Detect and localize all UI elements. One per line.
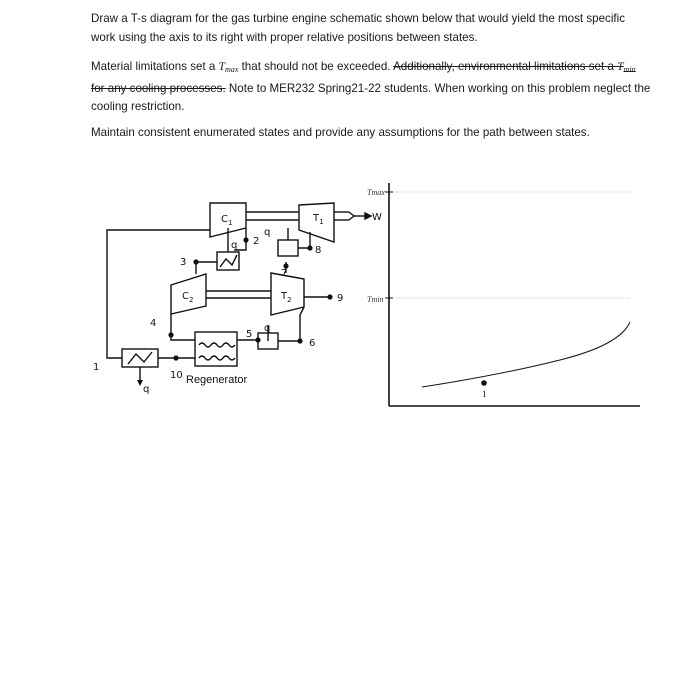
state-1-label: 1 <box>93 362 100 373</box>
state-9-label: 9 <box>337 293 344 304</box>
problem-paragraph-3: Maintain consistent enumerated states and provide any assumptions for the path between states. <box>91 126 590 139</box>
dot-state-8 <box>307 245 312 250</box>
state-2-label: 2 <box>253 236 260 247</box>
dot-state-4 <box>168 332 173 337</box>
combustor-1 <box>278 240 298 256</box>
tmax-label: Tmax <box>367 188 385 197</box>
dot-state-6 <box>297 338 302 343</box>
struck-text-a: Additionally, environmental limitations set a <box>393 60 618 73</box>
tmin-label: Tmin <box>367 295 384 304</box>
c2-label: $C_2$ <box>182 291 194 304</box>
ts-state-1-label: 1 <box>482 389 487 399</box>
heat-in-1-label: q <box>264 227 271 238</box>
precooler-coil <box>128 352 152 364</box>
regenerator-coil-lower <box>199 356 235 360</box>
tmin-symbol-sub: min <box>623 65 636 74</box>
c1-label: $C_1$ <box>221 214 233 227</box>
state-3-label: 3 <box>180 257 187 268</box>
pipe-state-8 <box>298 232 310 248</box>
tmax-symbol-t: T <box>218 60 226 73</box>
regenerator-box <box>195 332 237 366</box>
regenerator-label: Regenerator <box>186 374 248 386</box>
pipe-state-4 <box>171 314 195 340</box>
turbine-t2 <box>271 273 304 315</box>
state-6-label: 6 <box>309 338 316 349</box>
p2-text-b: that should not be exceeded. <box>238 60 394 73</box>
heat-in-2-label: q <box>264 323 271 334</box>
pipe-to-t2 <box>300 307 304 341</box>
work-shaft-tip-b <box>349 216 354 220</box>
t2-label: $T_2$ <box>281 291 292 304</box>
work-shaft-tip-a <box>349 212 354 216</box>
dot-state-10 <box>173 355 178 360</box>
p2-text-c: Note to MER232 Spring21-22 students. When working on this problem neglect the cooling restriction. <box>91 81 651 113</box>
tmax-symbol-sub: max <box>225 65 239 74</box>
tmin-symbol-t: T <box>617 60 624 73</box>
dot-state-5 <box>255 337 260 342</box>
dot-state-2 <box>243 237 248 242</box>
dot-state-3 <box>193 259 198 264</box>
struck-text-b: for any cooling processes. <box>91 81 226 95</box>
ts-axis <box>367 183 640 406</box>
state-8-label: 8 <box>315 245 322 256</box>
state-4-label: 4 <box>150 318 157 329</box>
regenerator-coil-upper <box>199 343 235 347</box>
problem-paragraph-1: Draw a T-s diagram for the gas turbine engine schematic shown below that would yield the most specific work using the axis to its right with proper relative positions between states. <box>91 12 626 44</box>
pipe-state-3 <box>196 262 217 274</box>
saturation-curve <box>422 322 630 387</box>
dot-state-9 <box>327 294 332 299</box>
heat-out-label: q <box>143 384 150 395</box>
work-label: W <box>372 212 382 223</box>
t1-label: $T_1$ <box>313 213 324 226</box>
gas-turbine-schematic <box>107 203 371 380</box>
state-7-label: 7 <box>281 268 288 279</box>
state-10-label: 10 <box>170 370 183 381</box>
heat-intercool-label: q <box>231 240 238 251</box>
p2-text-a: Material limitations set a <box>91 60 219 73</box>
ts-state-1-dot <box>481 380 487 386</box>
work-arrow-head <box>365 213 371 219</box>
intercooler-coil <box>220 255 237 267</box>
state-5-label: 5 <box>246 329 253 340</box>
